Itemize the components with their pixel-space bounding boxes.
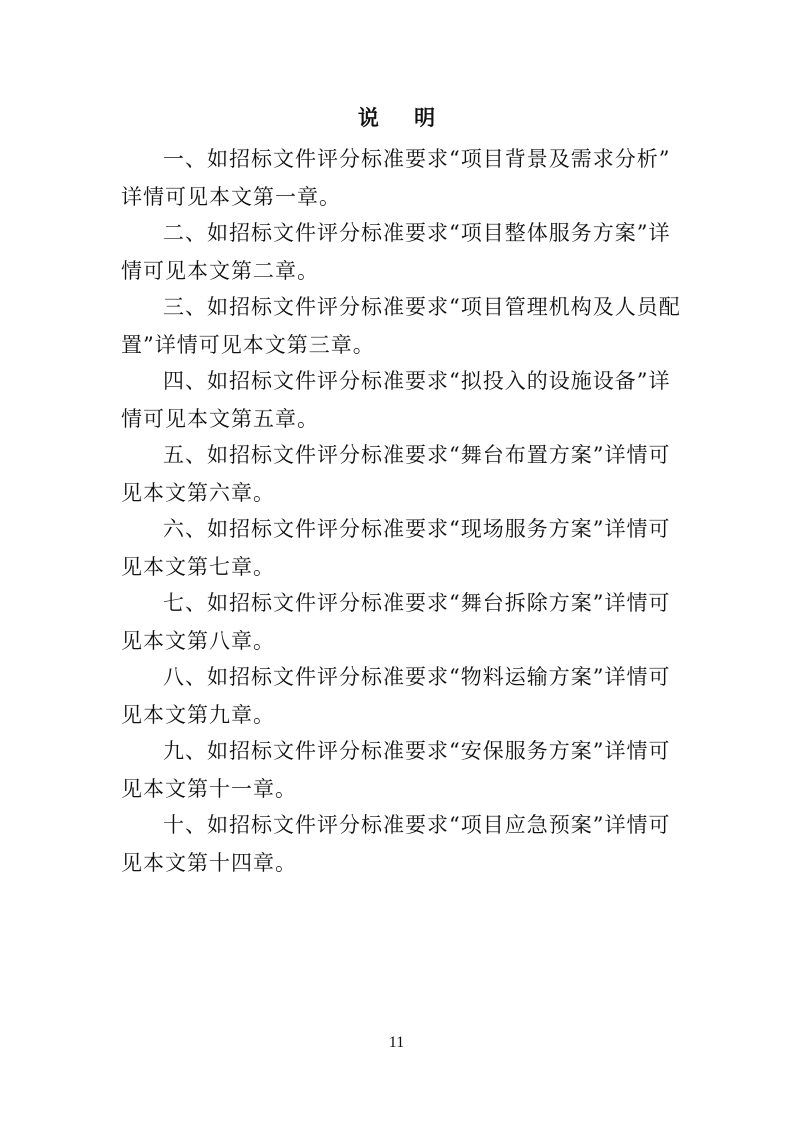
paragraph-1-line-1: 一、如招标文件评分标准要求“项目背景及需求分析” [163,147,671,171]
paragraph-6 [121,510,675,586]
page-title: 说 明 [357,105,450,130]
paragraph-8 [121,658,675,734]
paragraph-1-line-2: 详情可见本文第一章。 [121,185,341,209]
paragraph-3 [121,288,681,364]
paragraph-5 [121,436,675,512]
paragraph-1 [121,140,675,216]
paragraph-9-line-1: 九、如招标文件评分标准要求“安保服务方案”详情可 [163,739,671,763]
paragraph-3-line-1: 三、如招标文件评分标准要求“项目管理机构及人员配 [163,295,681,319]
paragraph-10 [121,806,675,882]
paragraph-8-line-1: 八、如招标文件评分标准要求“物料运输方案”详情可 [163,665,671,689]
paragraph-10-line-2: 见本文第十四章。 [121,851,297,875]
paragraph-5-line-1: 五、如招标文件评分标准要求“舞台布置方案”详情可 [163,443,671,467]
paragraph-2 [121,214,675,290]
paragraph-10-line-1: 十、如招标文件评分标准要求“项目应急预案”详情可 [163,813,671,837]
paragraph-5-line-2: 见本文第六章。 [121,481,275,505]
paragraph-3-line-2: 置”详情可见本文第三章。 [121,333,375,357]
paragraph-4 [121,362,675,438]
paragraph-7 [121,584,675,660]
paragraph-6-line-1: 六、如招标文件评分标准要求“现场服务方案”详情可 [163,517,671,541]
paragraph-7-line-2: 见本文第八章。 [121,629,275,653]
paragraph-2-line-1: 二、如招标文件评分标准要求“项目整体服务方案”详 [163,221,671,245]
paragraph-7-line-1: 七、如招标文件评分标准要求“舞台拆除方案”详情可 [163,591,671,615]
paragraph-4-line-1: 四、如招标文件评分标准要求“拟投入的设施设备”详 [163,369,671,393]
paragraph-2-line-2: 情可见本文第二章。 [121,259,319,283]
page-number: 11 [388,1034,405,1051]
paragraph-4-line-2: 情可见本文第五章。 [121,407,319,431]
paragraph-9-line-2: 见本文第十一章。 [121,777,297,801]
paragraph-6-line-2: 见本文第七章。 [121,555,275,579]
paragraph-9 [121,732,675,808]
paragraph-8-line-2: 见本文第九章。 [121,703,275,727]
